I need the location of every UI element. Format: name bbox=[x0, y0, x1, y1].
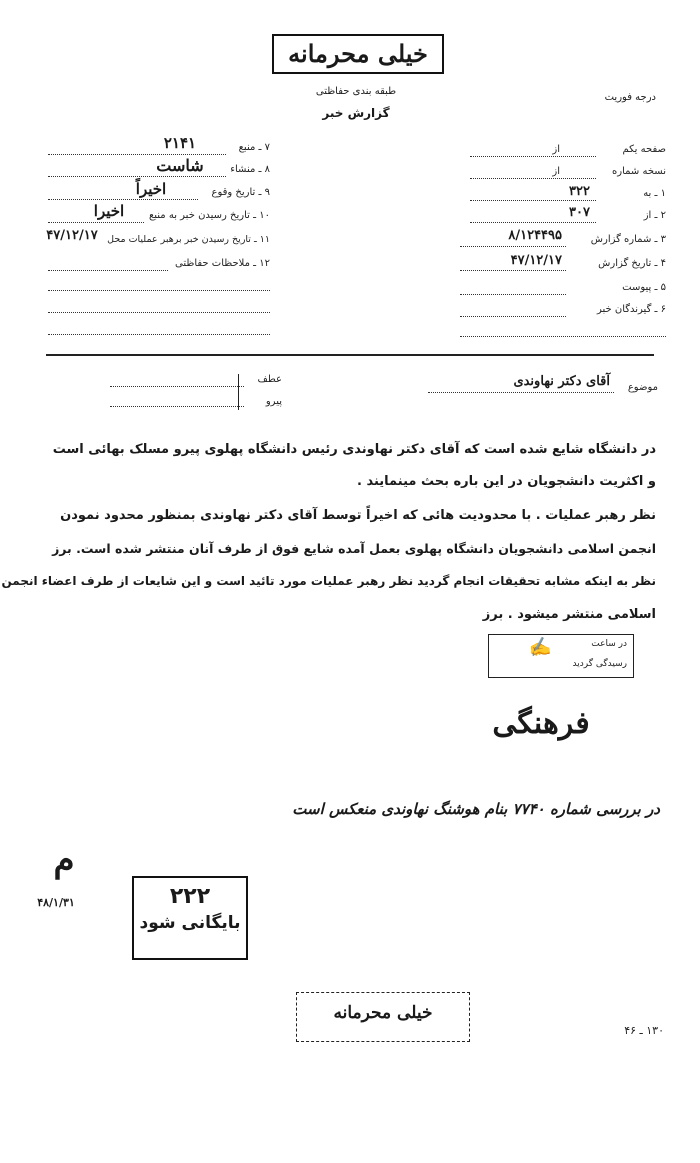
field-left-value: شاست bbox=[156, 156, 204, 175]
subject-value: آقای دکتر نهاوندی bbox=[513, 374, 610, 389]
archive-text: بایگانی شود bbox=[139, 913, 241, 933]
body-line: در دانشگاه شایع شده است که آقای دکتر نهاوندی رئیس دانشگاه پهلوی پیرو مسلک بهائی است bbox=[52, 442, 656, 457]
body-line: انجمن اسلامی دانشجویان دانشگاه پهلوی بعمل آمده شایع فوق از طرف آنان منتشر شده است. برز bbox=[52, 541, 656, 556]
field-right-label: ۳ ـ شماره گزارش bbox=[590, 234, 666, 245]
field-right-label: ۴ ـ تاریخ گزارش bbox=[598, 258, 666, 269]
field-left-label: ۸ ـ منشاء bbox=[230, 164, 270, 175]
body-line: نظر رهبر عملیات . با محدودیت هائی که اخیراً توسط آقای دکتر نهاوندی بمنظور محدود نمودن bbox=[60, 508, 656, 523]
bottom-stamp bbox=[296, 992, 470, 1042]
field-right-label: ۵ ـ پیوست bbox=[622, 282, 666, 293]
field-right-value: ۳۲۲ bbox=[569, 184, 590, 199]
field-right-label: ۲ ـ از bbox=[643, 210, 666, 221]
classification-stamp bbox=[272, 34, 444, 74]
footer-code: ۱۳۰ ـ ۴۶ bbox=[624, 1024, 664, 1037]
body-line: اسلامی منتشر میشود . برز bbox=[482, 607, 656, 622]
section-divider bbox=[46, 354, 654, 356]
field-left-label: ۷ ـ منبع bbox=[238, 142, 270, 153]
field-right-value: ۴۷/۱۲/۱۷ bbox=[510, 253, 562, 268]
security-class-label: طبقه بندی حفاظتی bbox=[315, 86, 397, 97]
subject-tag-bottom: پیرو bbox=[265, 396, 282, 407]
subject-tag-divider bbox=[238, 374, 239, 410]
field-left-label: ۱۱ ـ تاریخ رسیدن خبر برهبر عملیات محل bbox=[107, 234, 270, 245]
received-signature: ✍ bbox=[527, 635, 553, 660]
field-right-label: صفحه یکم bbox=[622, 144, 666, 155]
bottom-stamp-text: خیلی محرمانه bbox=[333, 1003, 433, 1023]
report-title: گزارش خبر bbox=[322, 106, 390, 120]
priority-label: درجه فوریت bbox=[604, 92, 656, 103]
field-left-value: اخیراً bbox=[135, 180, 167, 198]
annotation-date: ۴۸/۱/۳۱ bbox=[37, 896, 75, 909]
field-right-label: نسخه شماره bbox=[612, 166, 666, 177]
archive-number: ۲۲۲ bbox=[169, 884, 211, 909]
received-stamp-bottom: رسیدگی گردید bbox=[572, 659, 627, 669]
annotation-text: در بررسی شماره ۷۷۴۰ بنام هوشنگ نهاوندی منعکس است bbox=[292, 800, 660, 818]
received-stamp-top: در ساعت bbox=[591, 639, 627, 649]
field-left-value: ۴۷/۱۲/۱۷ bbox=[46, 228, 98, 243]
field-right-label: ۶ ـ گیرندگان خبر bbox=[596, 304, 666, 315]
body-line: نظر به اینکه مشابه تحقیقات انجام گردید نظر رهبر عملیات مورد تائید است و این شایعات از طرف اعضاء انجمن bbox=[1, 574, 656, 588]
field-left-label: ۱۲ ـ ملاحظات حفاظتی bbox=[175, 258, 270, 269]
field-left-label: ۹ ـ تاریخ وقوع bbox=[211, 187, 270, 198]
body-line: و اکثریت دانشجویان در این باره بحث مینمایند . bbox=[357, 474, 656, 489]
annotation-initial: م bbox=[53, 840, 75, 880]
archive-stamp bbox=[132, 876, 248, 960]
field-left-value: ۲۱۴۱ bbox=[163, 134, 197, 152]
field-right-value: از bbox=[552, 166, 560, 177]
field-right-label: ۱ ـ به bbox=[643, 188, 666, 199]
department-label: فرهنگی bbox=[492, 706, 590, 741]
classification-text: خیلی محرمانه bbox=[288, 39, 428, 68]
received-stamp bbox=[488, 634, 634, 678]
field-right-value: ۸/۱۲۴۴۹۵ bbox=[508, 228, 562, 243]
field-right-value: از bbox=[552, 144, 560, 155]
subject-label: موضوع bbox=[627, 382, 658, 393]
field-left-value: اخیرا bbox=[93, 202, 125, 220]
field-right-value: ۳۰۷ bbox=[569, 205, 590, 220]
subject-tag-top: عطف bbox=[257, 374, 282, 385]
field-left-label: ۱۰ ـ تاریخ رسیدن خبر به منبع bbox=[148, 210, 270, 221]
